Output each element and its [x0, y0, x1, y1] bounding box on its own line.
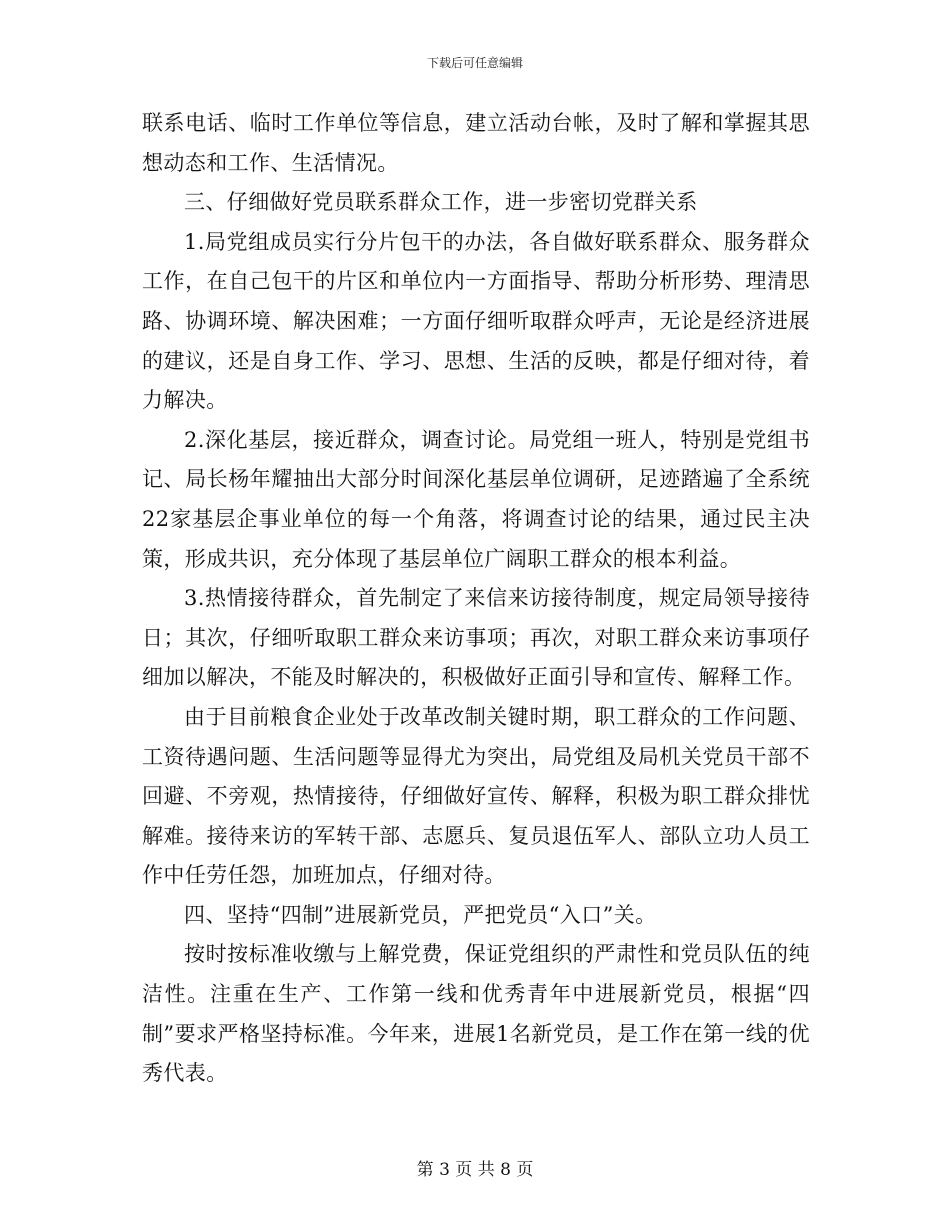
paragraph-party-dues: 按时按标准收缴与上解党费，保证党组织的严肃性和党员队伍的纯洁性。注重在生产、工作第一线和优秀青年中进展新党员，根据“四制”要求严格坚持标准。今年来，进展1名新党员，是工作在第一线的优秀代表。	[142, 942, 810, 1086]
section-heading-3: 三、仔细做好党员联系群众工作，进一步密切党群关系	[184, 190, 698, 215]
paragraph-item-2: 2.深化基层，接近群众，调查讨论。局党组一班人，特别是党组书记、局长杨年耀抽出大部分时间深化基层单位调研，足迹踏遍了全系统22家基层企事业单位的每一个角落，将调查讨论的结果，通过民主决策，形成共识，充分体现了基层单位广阔职工群众的根本利益。	[142, 427, 810, 571]
paragraph-reform: 由于目前粮食企业处于改革改制关键时期，职工群众的工作问题、工资待遇问题、生活问题等显得尤为突出，局党组及局机关党员干部不回避、不旁观，热情接待，仔细做好宣传、解释，积极为职工群众排忧解难。接待来访的军转干部、志愿兵、复员退伍军人、部队立功人员工作中任劳任怨，加班加点，仔细对待。	[142, 704, 810, 888]
header-note: 下载后可任意编辑	[426, 56, 523, 70]
page-number: 第 3 页 共 8 页	[416, 1160, 534, 1180]
document-body	[142, 104, 810, 1094]
paragraph-item-3: 3.热情接待群众，首先制定了来信来访接待制度，规定局领导接待日；其次，仔细听取职工群众来访事项；再次，对职工群众来访事项仔细加以解决，不能及时解决的，积极做好正面引导和宣传、解释工作。	[142, 586, 810, 690]
section-heading-4: 四、坚持“四制”进展新党员，严把党员“入口”关。	[184, 902, 657, 927]
paragraph-item-1: 1.局党组成员实行分片包干的办法，各自做好联系群众、服务群众工作，在自己包干的片区和单位内一方面指导、帮助分析形势、理清思路、协调环境、解决困难；一方面仔细听取群众呼声，无论是经济进展的建议，还是自身工作、学习、思想、生活的反映，都是仔细对待，着力解决。	[142, 229, 810, 413]
paragraph-1: 联系电话、临时工作单位等信息，建立活动台帐，及时了解和掌握其思想动态和工作、生活情况。	[142, 111, 810, 175]
